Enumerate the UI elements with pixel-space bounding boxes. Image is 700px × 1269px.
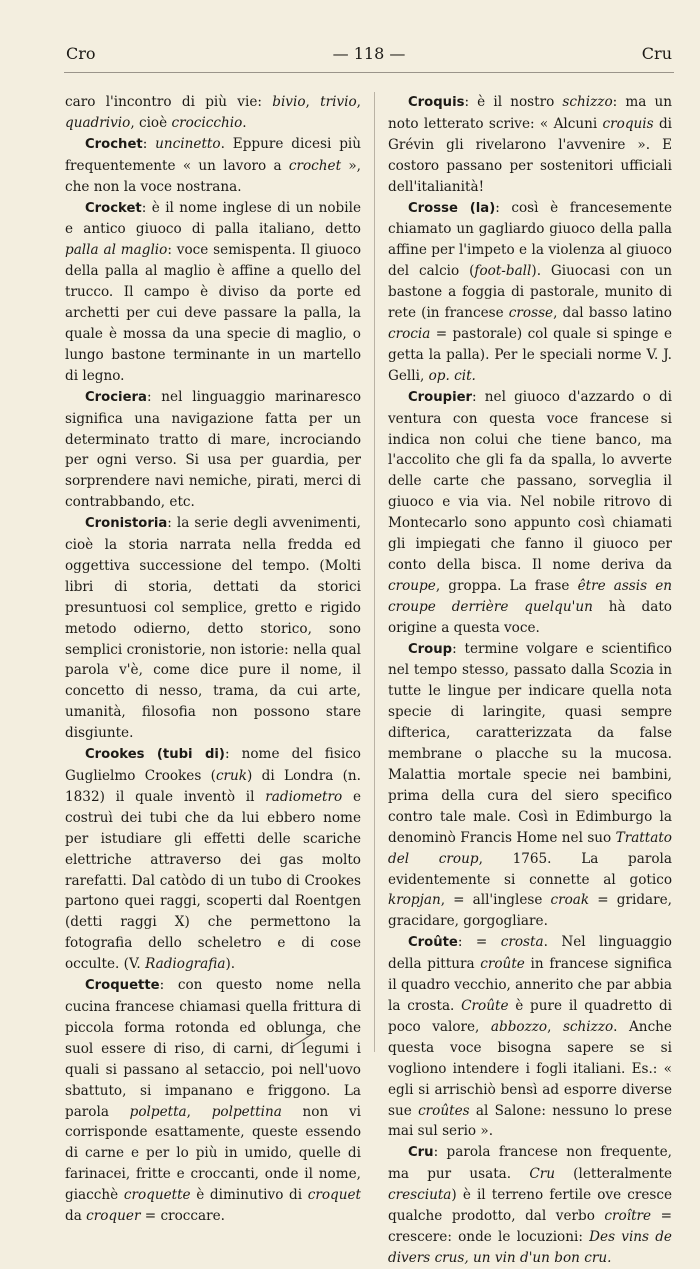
italic-term: croquet xyxy=(307,1187,361,1204)
italic-term: crocia xyxy=(388,325,431,342)
entry-text: : xyxy=(142,135,156,152)
entry-text: . Anche questa voce bisogna sapere se si vogliono intendere i fogli italiani. Es.: « egli si arrischiò bensì ad esporre diverse sue xyxy=(388,1018,672,1119)
italic-term: Des vins de divers crus, un vin d'un bon cru. xyxy=(388,1228,672,1266)
running-head-right: Cru xyxy=(641,44,672,63)
entry-text: , = all'inglese xyxy=(440,892,551,909)
italic-term: abbozzo xyxy=(490,1018,548,1035)
italic-term: croak xyxy=(550,892,590,909)
page-number: — 118 — xyxy=(332,44,406,63)
italic-term: crosse xyxy=(508,305,554,322)
entry-text: : nel linguaggio marinaresco significa una navigazione fatta per un determinato tratto di mare, incrociando per ogni verso. Si usa per guardia, per sorprendere navi nemiche, pirati, merci di contrabbando, etc. xyxy=(65,388,361,511)
entry-headword: Croquis xyxy=(408,95,465,110)
italic-term: Trattato del croup xyxy=(388,829,672,867)
entry-text: : nome del fisico Guglielmo Crookes ( xyxy=(65,746,361,784)
entry-headword: Crociera xyxy=(85,389,147,405)
italic-term: croûte xyxy=(480,956,525,973)
italic-term: croûtes xyxy=(418,1102,470,1119)
entry-text: . Nel linguaggio della pittura xyxy=(388,934,672,973)
italic-term: croquette xyxy=(123,1187,191,1204)
italic-term: cresciuta xyxy=(388,1187,452,1204)
entry-text: : con questo nome nella cucina francese chiamasi quella frittura di piccola forma rotonda ed oblunga, che suol essere di riso, di carni, di legumi i quali si passano al setaccio, poi nell'uovo sbattuto, si impanano e friggono. La parola xyxy=(65,977,361,1120)
entry-text: = crescere: onde le locuzioni: xyxy=(388,1208,672,1245)
italic-term: radiometro xyxy=(265,788,343,805)
entry-text: da xyxy=(65,1208,87,1225)
entry-text: , xyxy=(186,1103,212,1120)
dictionary-entry xyxy=(388,92,672,198)
italic-term: schizzo xyxy=(562,94,613,110)
dictionary-entry xyxy=(388,387,672,639)
entry-headword: Croup xyxy=(408,641,453,657)
dictionary-entry xyxy=(65,513,361,744)
entry-text: = gridare, gracidare, gorgogliare. xyxy=(388,892,672,930)
italic-term: croître xyxy=(604,1208,652,1225)
italic-term: Cru xyxy=(529,1166,555,1183)
running-head-left: Cro xyxy=(66,44,96,63)
entry-headword: Cru xyxy=(408,1145,434,1161)
entry-text: : nel giuoco d'azzardo o di ventura con questa voce francese si indica non colui che tiene banco, ma l'accolito che gli fa da spalla, lo avverte delle carte che passano, sorveglia il giuoco e via via. Nel nobile ritrovo di Montecarlo sono appunto così chiamati gli impiegati che fanno il giuoco per conto della bisca. Il nome deriva da xyxy=(388,388,672,573)
entry-text: non vi corrisponde esattamente, queste essendo di carne e per lo più in umido, quelle di farinacei, fritte e croccanti, onde il nome, giacchè xyxy=(65,1103,361,1204)
italic-term: trivio xyxy=(320,94,357,110)
entry-text: », che non la voce nostrana. xyxy=(65,157,361,195)
entry-text: . xyxy=(242,114,247,131)
dictionary-entry xyxy=(388,639,672,933)
entry-text: , groppa. La frase xyxy=(435,577,578,594)
italic-term: cruk xyxy=(215,768,248,784)
entry-text: è diminutivo di xyxy=(190,1187,308,1204)
page-header xyxy=(66,44,672,68)
italic-term: crochet xyxy=(288,157,342,174)
dictionary-entry xyxy=(65,198,361,387)
entry-headword: Croûte xyxy=(408,935,458,951)
entry-text: ) di Londra (n. 1832) il quale inventò il xyxy=(65,768,361,805)
entry-text: , xyxy=(305,94,321,110)
entry-text: = pastorale) col quale si spinge e getta la palla). Per le speciali norme V. J. Gelli, xyxy=(388,325,672,384)
italic-term: quadrivio xyxy=(65,114,131,131)
entry-text: di Grévin gli rivelarono l'avvenire ». E costoro passano per sostenitori ufficiali dell'italianità! xyxy=(388,115,673,195)
italic-term: polpetta xyxy=(129,1103,187,1120)
right-column xyxy=(388,92,672,1269)
italic-term: croquis xyxy=(602,115,654,132)
italic-term: schizzo xyxy=(562,1018,614,1035)
entry-text: : è il nostro xyxy=(464,94,563,110)
entry-text: ). Giuocasi con un bastone a foggia di pastorale, munito di rete (in francese xyxy=(388,263,672,322)
entry-text: : parola francese non frequente, ma pur usata. xyxy=(388,1144,672,1183)
dictionary-entry xyxy=(388,932,672,1142)
italic-term: Radiografia xyxy=(145,956,226,973)
entry-text: : così è francesemente chiamato un gagliardo giuoco della palla affine per l'impeto e la violenza al giuoco del calcio ( xyxy=(388,199,672,280)
dictionary-entry xyxy=(65,92,361,134)
italic-term: palla al maglio xyxy=(65,242,168,259)
entry-text: . Eppure dicesi più frequentemente « un lavoro a xyxy=(65,135,361,174)
entry-text: e costruì dei tubi che da lui ebbero nome per istudiare gli effetti delle scariche elettriche attraverso dei gas molto rarefatti. Dal catòdo di un tubo di Crookes partono quei raggi, scoperti dal Roentgen (detti raggi X) che permettono la fotografia dello scheletro e di cose occulte. (V. xyxy=(65,788,361,973)
dictionary-entry xyxy=(388,1142,672,1268)
entry-text: al Salone: nessuno lo prese mai sul serio ». xyxy=(388,1102,672,1140)
entry-headword: Crookes (tubi di) xyxy=(85,747,225,763)
dictionary-entry xyxy=(65,387,361,513)
entry-headword: Crocket xyxy=(85,200,142,216)
italic-term: polpettina xyxy=(211,1103,282,1120)
entry-text: : ma un noto letterato scrive: « Alcuni xyxy=(388,94,672,132)
entry-text: : la serie degli avvenimenti, cioè la storia narrata nella fredda ed oggettiva successione del tempo. (Molti libri di storia, dettati da storici presuntuosi col semplice, gretto e rigido metodo odierno, detto storico, sono semplici cronistorie, non istorie: nella qual parola v'è, come dice pure il nome, il concetto di nesso, trama, da cui arte, umanità, filosofia non possono stare disgiunte. xyxy=(65,515,361,742)
entry-text: : = xyxy=(457,934,501,951)
entry-text: in francese significa il quadro vecchio, annerito che par abbia la crosta. xyxy=(388,956,672,1014)
dictionary-entry xyxy=(65,975,361,1227)
italic-term: crosta xyxy=(500,934,544,951)
entry-headword: Croupier xyxy=(408,389,473,405)
entry-text: , cioè xyxy=(130,114,172,131)
entry-text: ) è il terreno fertile ove cresce qualche prodotto, dal verbo xyxy=(388,1187,672,1225)
entry-text: , 1765. La parola evidentemente si connette al gotico xyxy=(388,850,672,888)
dictionary-entry xyxy=(65,134,361,198)
italic-term: crocicchio xyxy=(171,114,243,131)
entry-text: ). xyxy=(225,956,236,973)
italic-term: kropjan xyxy=(388,892,441,909)
column-divider xyxy=(374,92,375,1052)
italic-term: être assis en croupe derrière quelqu'un xyxy=(388,577,673,615)
italic-term: croupe xyxy=(388,577,436,594)
entry-headword: Crochet xyxy=(85,136,143,152)
entry-text: : è il nome inglese di un nobile e antico giuoco di palla italiano, detto xyxy=(65,199,361,238)
entry-text: , dal basso latino xyxy=(553,305,672,322)
entry-text: = croccare. xyxy=(140,1208,225,1225)
dictionary-entry xyxy=(388,198,672,387)
entry-text: , xyxy=(547,1018,563,1035)
italic-term: op. cit. xyxy=(428,367,476,384)
entry-text: hà dato origine a questa voce. xyxy=(388,598,672,636)
entry-text: caro l'incontro di più vie: xyxy=(65,94,273,110)
entry-text: è pure il quadretto di poco valore, xyxy=(388,997,672,1035)
entry-text: (letteralmente xyxy=(554,1166,672,1183)
italic-term: foot-ball xyxy=(474,263,532,280)
entry-headword: Cronistoria xyxy=(85,516,168,532)
entry-text: , xyxy=(356,94,361,110)
entry-text: : termine volgare e scientifico nel tempo stesso, passato dalla Scozia in tutte le lingue per indicare quella nota specie di laringite, quasi sempre difterica, caratterizzata da false membrane o placche su la mucosa. Malattia mortale specie nei bambini, prima della cura del siero specifico contro tale male. Così in Edimburgo la denominò Francis Home nel suo xyxy=(388,640,672,846)
entry-headword: Crosse (la) xyxy=(408,200,496,216)
entry-headword: Croquette xyxy=(85,978,160,994)
italic-term: croquer xyxy=(86,1208,141,1225)
entry-text: : voce semispenta. Il giuoco della palla al maglio è affine a quello del trucco. Il campo è diviso da porte ed archetti per cui deve passare la palla, la quale è mossa da una specie di maglio, o lungo bastone terminante in un martello di legno. xyxy=(65,242,362,384)
header-rule xyxy=(64,72,674,73)
dictionary-entry xyxy=(65,744,361,975)
italic-term: Croûte xyxy=(461,997,509,1014)
italic-term: uncinetto xyxy=(155,135,221,152)
left-column xyxy=(65,92,361,1227)
italic-term: bivio xyxy=(272,94,306,110)
